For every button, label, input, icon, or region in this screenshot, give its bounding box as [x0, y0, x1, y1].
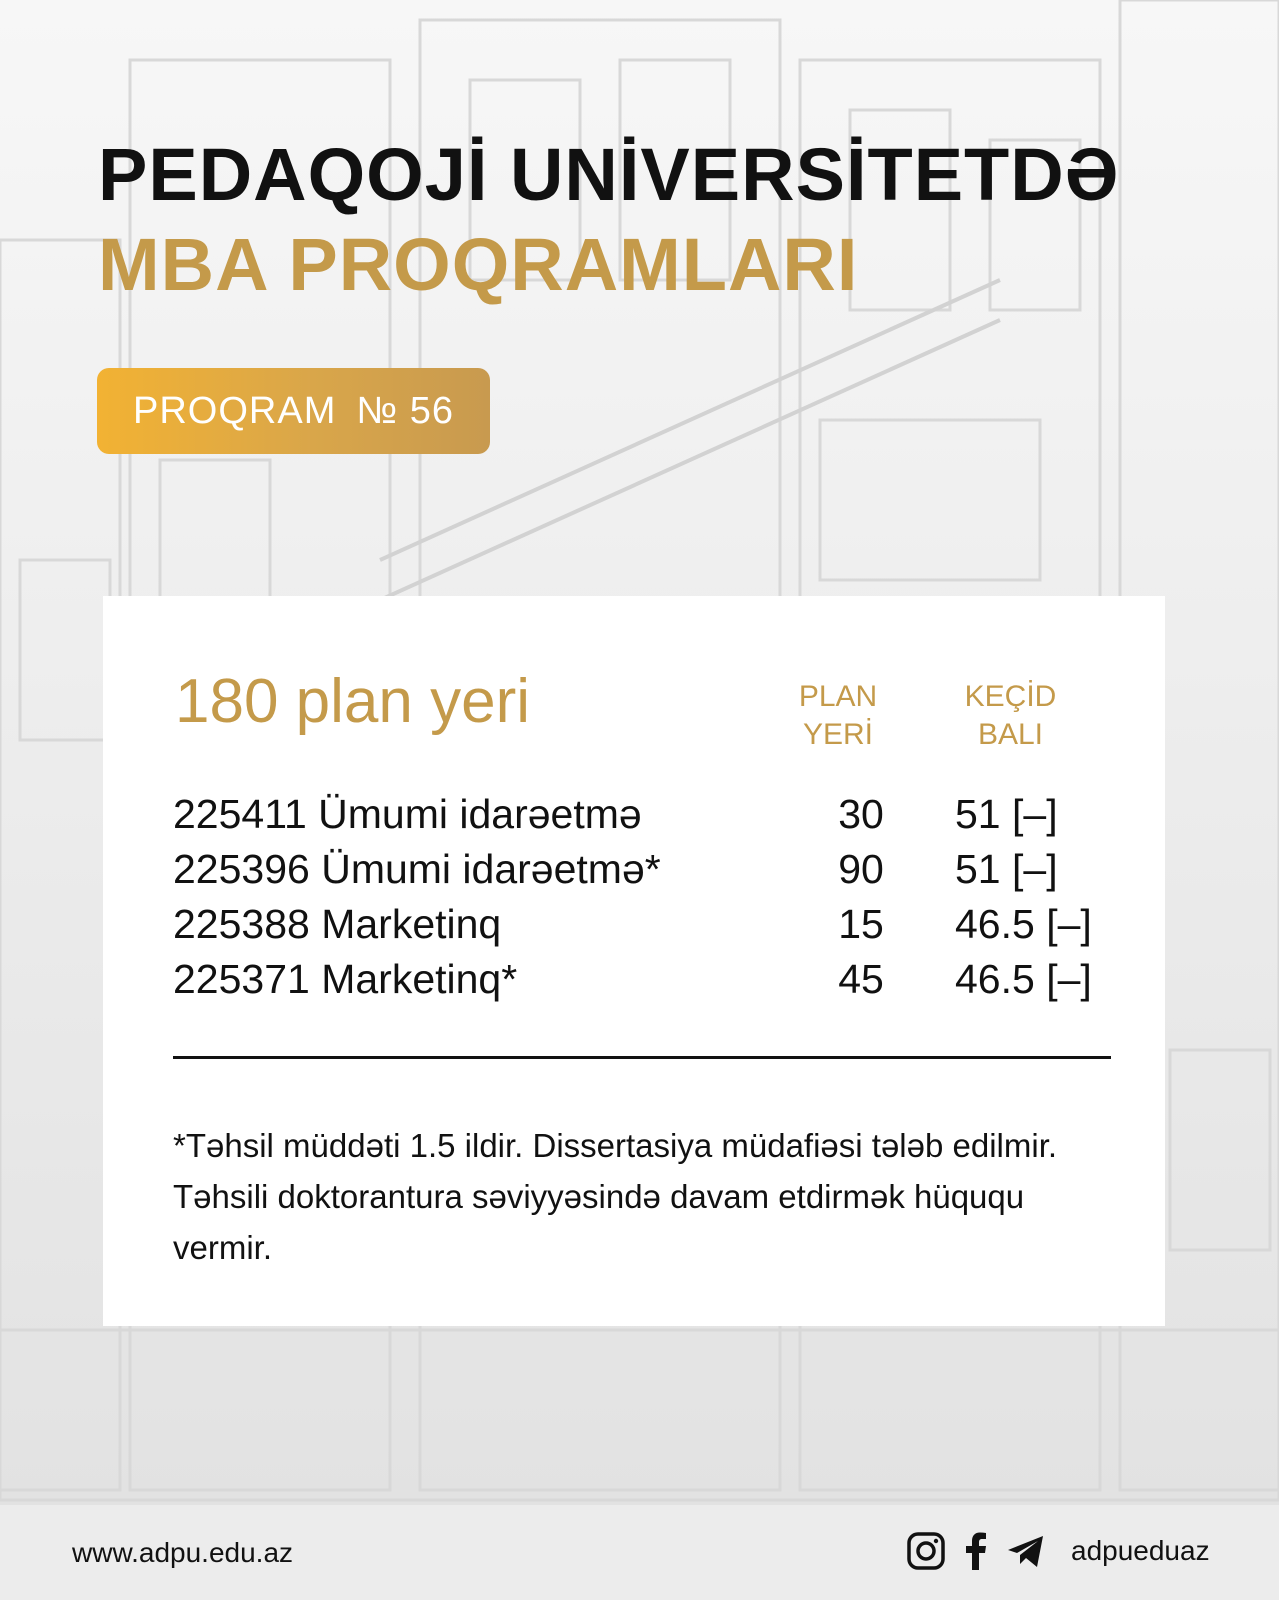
divider [173, 1056, 1111, 1059]
program-card [103, 596, 1165, 1326]
column-header-plan: PLAN YERİ [798, 680, 878, 751]
footnote: *Təhsil müddəti 1.5 ildir. Dissertasiya müdafiəsi tələb edilmir. Təhsili doktorantura səviyyəsində davam etdirmək hüququ vermir. [173, 1127, 1058, 1266]
program-row [173, 956, 1123, 1011]
program-score: 46.5 [–] [955, 901, 1092, 947]
program-score: 46.5 [–] [955, 956, 1092, 1002]
program-row [173, 846, 1123, 901]
program-row [173, 901, 1123, 956]
program-name: 225411 Ümumi idarəetmə [173, 791, 642, 837]
badge-number: № 56 [356, 389, 454, 432]
facebook-icon[interactable] [955, 1530, 997, 1572]
program-name: 225371 Marketinq* [173, 956, 518, 1002]
program-badge [97, 368, 490, 454]
program-plan: 15 [838, 901, 884, 947]
website-link[interactable]: www.adpu.edu.az [72, 1537, 294, 1568]
program-plan: 30 [838, 791, 884, 837]
page-title: PEDAQOJİ UNİVERSİTETDƏ [98, 133, 1120, 216]
instagram-icon[interactable] [905, 1530, 947, 1572]
program-score: 51 [–] [955, 846, 1058, 892]
telegram-icon[interactable] [1005, 1530, 1047, 1572]
program-plan: 45 [838, 956, 884, 1002]
program-plan: 90 [838, 846, 884, 892]
social-handle[interactable]: adpueduaz [1071, 1535, 1210, 1566]
program-name: 225388 Marketinq [173, 901, 502, 947]
column-header-score: KEÇİD BALI [964, 680, 1057, 751]
program-list [173, 791, 1123, 1011]
program-row [173, 791, 1123, 846]
badge-label: PROQRAM [133, 389, 337, 432]
plan-total-heading: 180 plan yeri [175, 667, 531, 736]
page-subtitle: MBA PROQRAMLARI [98, 223, 859, 306]
social-links [905, 1530, 1210, 1572]
program-name: 225396 Ümumi idarəetmə* [173, 846, 661, 892]
program-score: 51 [–] [955, 791, 1058, 837]
